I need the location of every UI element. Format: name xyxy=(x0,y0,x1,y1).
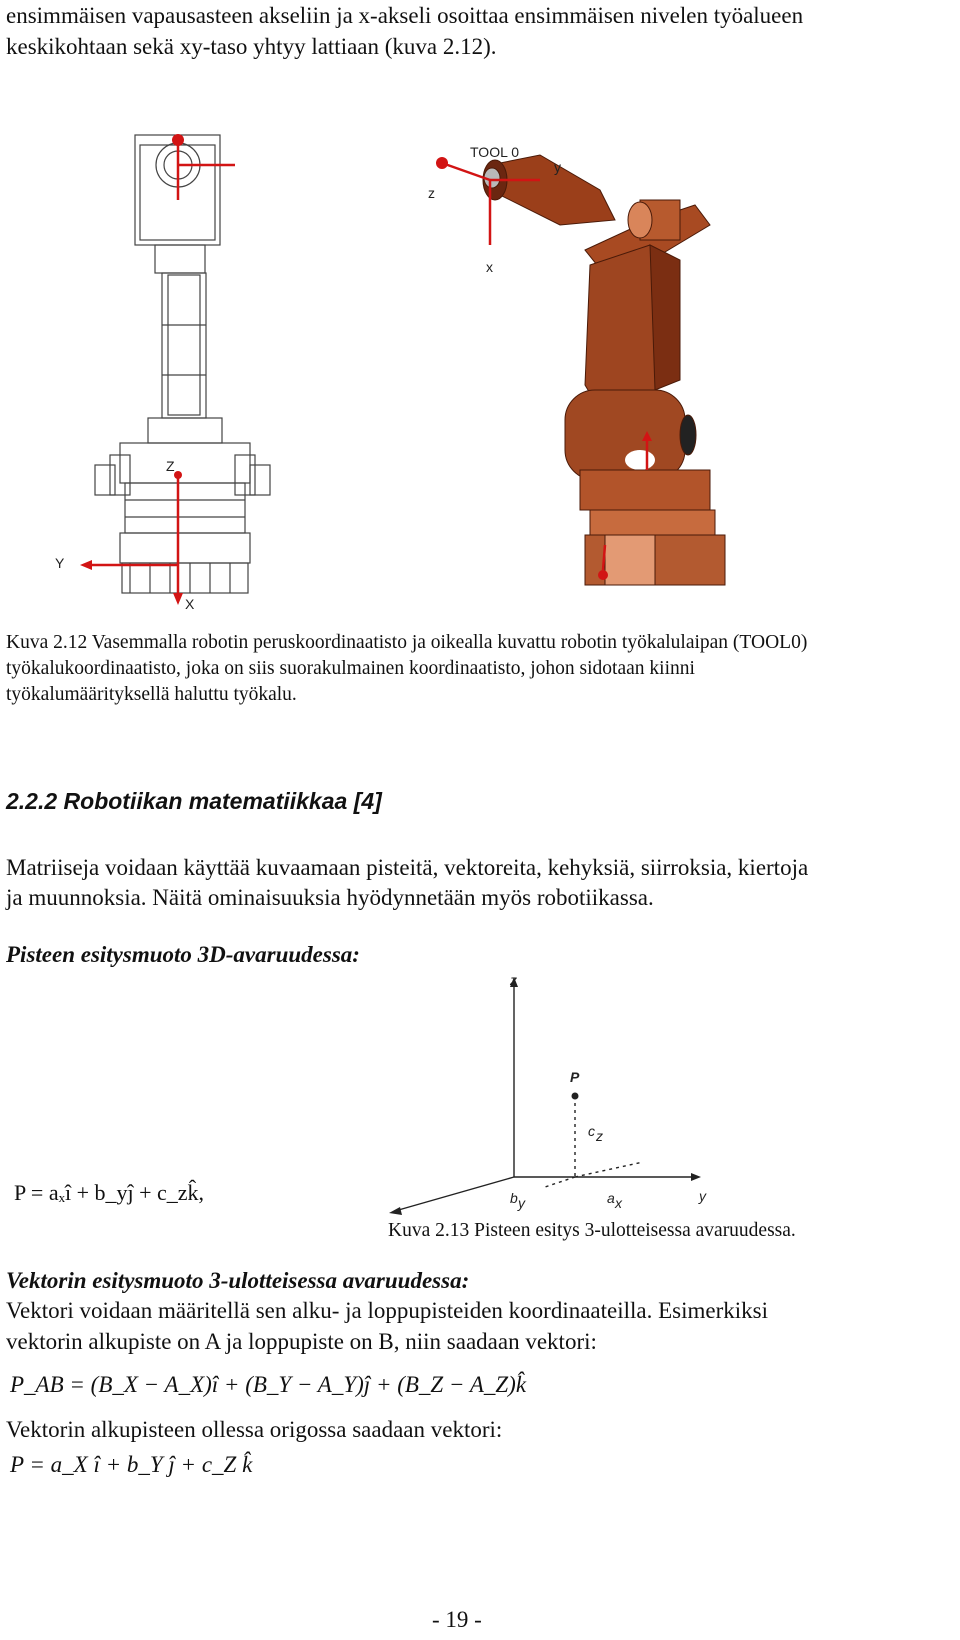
solid-robot-image xyxy=(483,155,725,585)
by-sub-label: y xyxy=(518,1195,525,1211)
point-heading: Pisteen esitysmuoto 3D-avaruudessa: xyxy=(6,942,360,967)
right-y-label: y xyxy=(554,159,561,175)
right-x-label: x xyxy=(486,259,493,275)
axis-y-label: y xyxy=(699,1188,706,1204)
tool0-label: TOOL 0 xyxy=(470,144,520,160)
by-label: b xyxy=(510,1190,518,1206)
right-z-label: z xyxy=(428,185,435,201)
vector-formula-ab: P_AB = (B_X − A_X)î + (B_Y − A_Y)ĵ + (B_Z − A_Z)k̂ xyxy=(10,1372,527,1397)
left-z-label: Z xyxy=(166,458,175,474)
section-paragraph-line-1: Matriiseja voidaan käyttää kuvaamaan pisteitä, vektoreita, kehyksiä, siirroksia, kiertoja xyxy=(6,855,809,880)
section-heading: 2.2.2 Robotiikan matematiikkaa [4] xyxy=(6,788,382,814)
figure-2-12-caption-line-2: työkalukoordinaatisto, joka on siis suorakulmainen koordinaatisto, johon sidotaan kiinni xyxy=(6,658,695,679)
figure-2-13-caption: Kuva 2.13 Pisteen esitys 3-ulotteisessa avaruudessa. xyxy=(388,1220,796,1241)
vector-heading: Vektorin esitysmuoto 3-ulotteisessa avaruudessa: xyxy=(6,1268,470,1293)
ax-sub-label: x xyxy=(615,1195,622,1211)
cz-label: c xyxy=(588,1123,595,1139)
robot-figure xyxy=(40,125,920,620)
vector-line-2: vektorin alkupiste on A ja loppupiste on B, niin saadaan vektori: xyxy=(6,1329,597,1354)
ax-label: a xyxy=(607,1190,615,1206)
point-3d-diagram xyxy=(385,965,755,1230)
vector-line-1: Vektori voidaan määritellä sen alku- ja loppupisteiden koordinaateilla. Esimerkiksi xyxy=(6,1298,768,1323)
page-number: - 19 - xyxy=(432,1607,482,1632)
cz-sub-label: z xyxy=(596,1128,603,1144)
left-y-label: Y xyxy=(55,555,65,571)
left-x-label: X xyxy=(185,596,195,612)
point-formula: P = aₓî + b_yĵ + c_zk̂, xyxy=(14,1180,205,1205)
point-p-label: P xyxy=(570,1069,580,1085)
vector-formula-origin: P = a_X î + b_Y ĵ + c_Z k̂ xyxy=(10,1452,253,1477)
section-paragraph-line-2: ja muunnoksia. Näitä ominaisuuksia hyödynnetään myös robotiikassa. xyxy=(6,885,654,910)
base-coordinate-axes xyxy=(80,134,235,605)
axis-z-label: z xyxy=(510,972,517,988)
figure-2-12-caption-line-1: Kuva 2.12 Vasemmalla robotin peruskoordinaatisto ja oikealla kuvattu robotin työkalulaipan (TOOL0) xyxy=(6,632,808,653)
wireframe-robot-image xyxy=(95,135,270,593)
figure-2-12-caption-line-3: työkalumäärityksellä haluttu työkalu. xyxy=(6,684,297,705)
vector-line-3: Vektorin alkupisteen ollessa origossa saadaan vektori: xyxy=(6,1417,503,1442)
intro-line-2: keskikohtaan sekä xy-taso yhtyy lattiaan (kuva 2.12). xyxy=(6,34,497,59)
intro-line-1: ensimmäisen vapausasteen akseliin ja x-akseli osoittaa ensimmäisen nivelen työalueen xyxy=(6,3,804,28)
